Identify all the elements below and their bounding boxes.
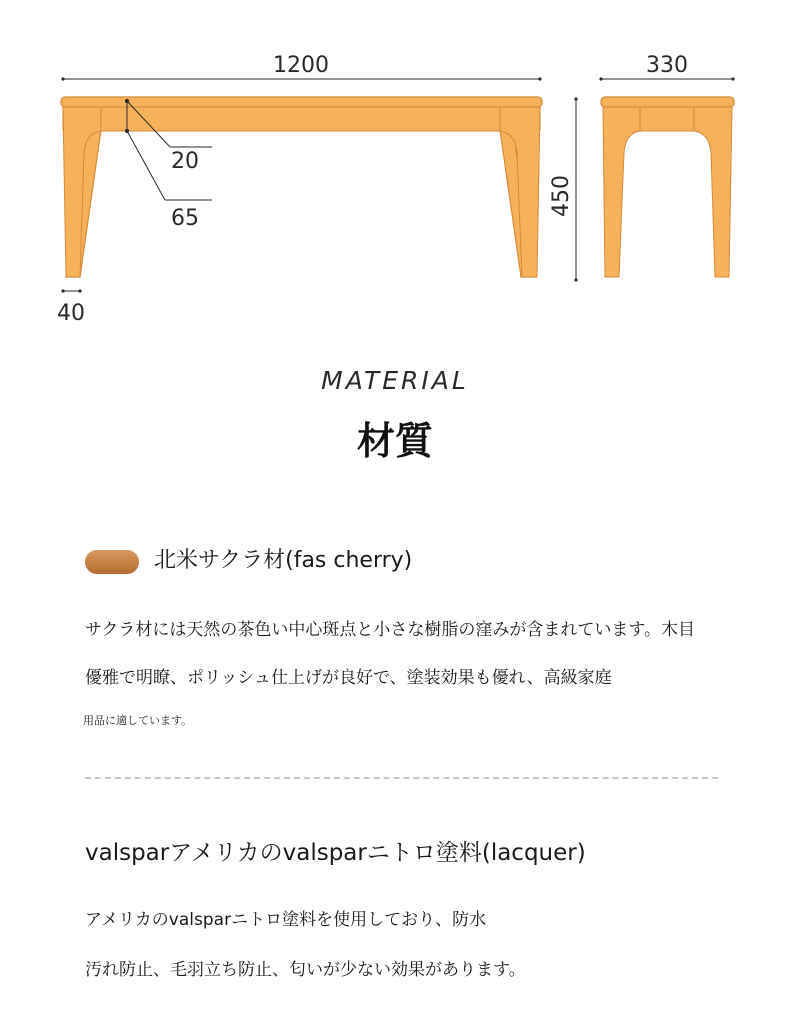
section-title-en: MATERIAL xyxy=(321,366,469,395)
section-title-ja: 材質 xyxy=(356,419,433,463)
leg-width-label: 40 xyxy=(57,301,85,326)
apron-height-label: 65 xyxy=(171,206,199,231)
wood-description-line-3: 用品に適しています。 xyxy=(83,714,193,727)
front-view xyxy=(61,97,542,277)
depth-label: 330 xyxy=(646,53,688,78)
apron-leader-diagonal xyxy=(127,131,165,200)
paint-description-line-2: 汚れ防止、毛羽立ち防止、匂いが少ない効果があります。 xyxy=(85,960,526,980)
front-view-apron xyxy=(101,107,500,131)
paint-description-line-1: アメリカのvalsparニトロ塗料を使用しており、防水 xyxy=(85,910,487,930)
side-view-top xyxy=(601,97,734,107)
length-label: 1200 xyxy=(273,53,329,78)
wood-material-name: 北米サクラ材(fas cherry) xyxy=(154,548,413,573)
bench-dimension-diagram xyxy=(0,0,790,340)
top-thickness-label: 20 xyxy=(171,149,199,174)
side-view xyxy=(601,97,734,277)
section-divider xyxy=(85,777,718,779)
side-view-right-leg xyxy=(694,107,732,277)
front-view-top xyxy=(61,97,542,107)
wood-description-line-1: サクラ材には天然の茶色い中心斑点と小さな樹脂の窪みが含まれています。木目 xyxy=(85,620,695,640)
wood-description-line-2: 優雅で明瞭、ポリッシュ仕上げが良好で、塗装効果も優れ、高級家庭 xyxy=(85,668,612,688)
paint-material-name: valsparアメリカのvalsparニトロ塗料(lacquer) xyxy=(85,840,586,866)
side-view-apron xyxy=(640,107,694,131)
height-label: 450 xyxy=(549,175,574,217)
wood-swatch-icon xyxy=(85,550,139,574)
side-view-left-leg xyxy=(603,107,640,277)
